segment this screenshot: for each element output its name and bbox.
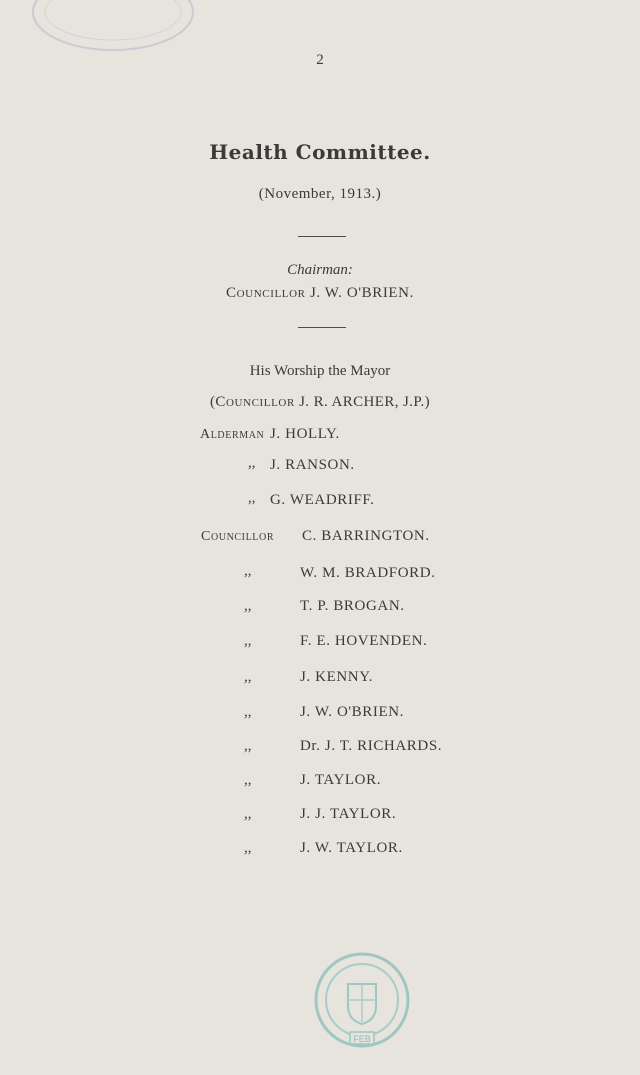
ditto-mark: ,, [244,669,252,685]
member-name: J. HOLLY. [270,426,340,442]
stamp-text: FEB [353,1034,371,1044]
ditto-mark: ,, [248,455,256,471]
ditto-mark: ,, [244,633,252,649]
member-name: J. W. TAYLOR. [300,840,403,856]
library-stamp-icon [312,950,412,1050]
ditto-mark: ,, [244,704,252,720]
member-row [201,528,274,545]
divider [298,327,346,328]
member-name: J. W. O'BRIEN. [300,704,405,720]
page-title: Health Committee. [209,140,431,164]
ditto-mark: ,, [244,840,252,856]
chairman-name-text: J. W. O'BRIEN. [309,285,414,301]
page-number: 2 [316,52,324,68]
divider [298,236,346,237]
ditto-mark: ,, [244,738,252,754]
chairman-title: Councillor [226,285,306,301]
mayor-name: J. R. ARCHER, J.P.) [299,394,431,410]
mayor-name-line: (Councillor J. R. ARCHER, J.P.) [209,394,431,410]
member-name: W. M. BRADFORD. [300,565,436,581]
member-name: J. TAYLOR. [300,772,382,788]
alderman-title: Alderman [200,427,265,442]
committee-date: (November, 1913.) [258,186,382,202]
mayor-title: Councillor [215,394,295,410]
member-name: J. J. TAYLOR. [300,806,397,822]
library-stamp-top [28,0,198,54]
ditto-mark: ,, [244,563,252,579]
member-name: Dr. J. T. RICHARDS. [300,738,443,754]
member-name: J. KENNY. [300,669,374,685]
mayor-line: His Worship the Mayor [249,363,391,379]
member-row [200,426,264,443]
ditto-mark: ,, [248,490,256,506]
chairman-name [0,285,640,302]
councillor-title: Councillor [201,529,275,544]
member-name: F. E. HOVENDEN. [300,633,428,649]
member-name: C. BARRINGTON. [302,528,430,544]
member-name: G. WEADRIFF. [270,492,375,508]
member-name: T. P. BROGAN. [300,598,405,614]
member-name: J. RANSON. [270,457,355,473]
ditto-mark: ,, [244,598,252,614]
ditto-mark: ,, [244,806,252,822]
ditto-mark: ,, [244,772,252,788]
chairman-label: Chairman: [287,262,353,278]
